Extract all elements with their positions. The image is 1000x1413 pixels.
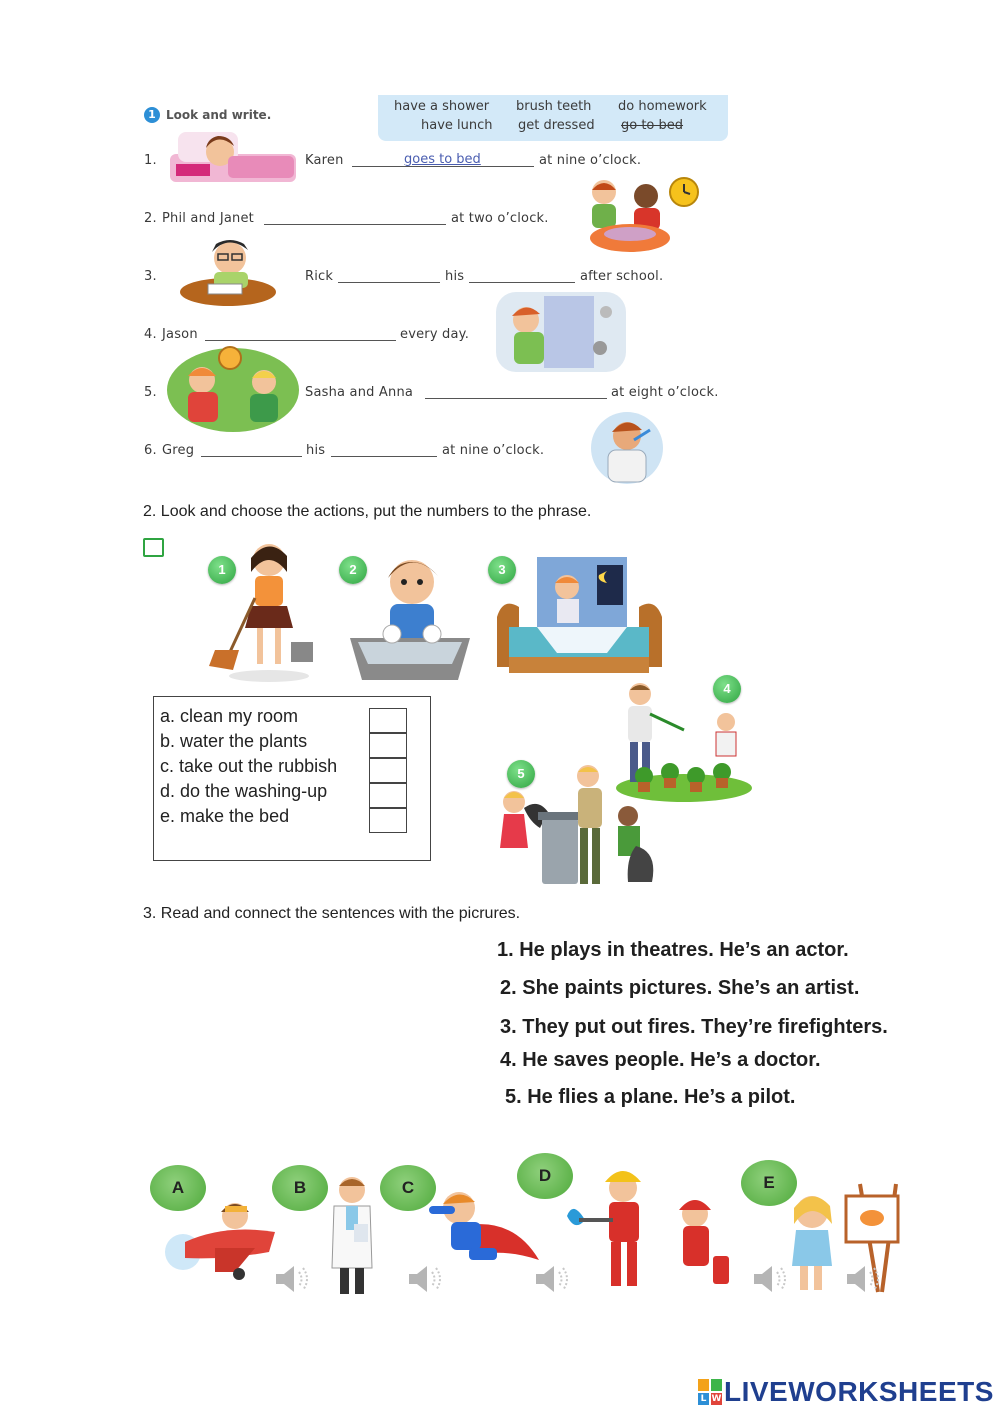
- letter-badge-a[interactable]: A: [150, 1165, 206, 1211]
- brushing-teeth-picture: [590, 410, 664, 486]
- ex1-subject: Rick: [305, 269, 334, 284]
- word-bank-item: do homework: [618, 99, 707, 114]
- speaker-icon[interactable]: [272, 1262, 314, 1296]
- sentence-1[interactable]: 1. He plays in theatres. He’s an actor.: [497, 939, 849, 961]
- phrase-item: b. water the plants: [160, 731, 308, 751]
- exercise2-title: 2. Look and choose the actions, put the numbers to the phrase.: [143, 503, 592, 520]
- sentence-3[interactable]: 3. They put out fires. They’re firefighters.: [500, 1016, 888, 1038]
- speaker-icon[interactable]: [843, 1262, 885, 1296]
- letter-badge-e[interactable]: E: [741, 1160, 797, 1206]
- speaker-icon[interactable]: [750, 1262, 792, 1296]
- ex1-subject: Greg: [162, 443, 195, 458]
- phrase-item: e. make the bed: [160, 806, 290, 826]
- ex1-item-number: 6.: [144, 443, 157, 458]
- ex1-subject: Jason: [162, 327, 198, 342]
- ex1-item-number: 4.: [144, 327, 157, 342]
- answer-box-e[interactable]: [369, 808, 407, 833]
- sleeping-girl-picture: [168, 126, 298, 184]
- answer-box-a[interactable]: [369, 708, 407, 733]
- picture-number-badge: 3: [488, 556, 516, 584]
- liveworksheets-logo-icon: [698, 1379, 722, 1405]
- exercise3-title: 3. Read and connect the sentences with the picrures.: [143, 905, 521, 922]
- picture-number-badge: 1: [208, 556, 236, 584]
- ex1-answer-text: goes to bed: [404, 152, 481, 167]
- lunch-picture: [584, 176, 704, 258]
- logo-letter: W: [711, 1394, 722, 1404]
- ex1-answer-field-5[interactable]: [425, 385, 607, 399]
- answer-box-b[interactable]: [369, 733, 407, 758]
- ex1-answer-field-3b[interactable]: [469, 269, 575, 283]
- ex1-item-number: 1.: [144, 153, 157, 168]
- ex1-tail: at two o’clock.: [451, 211, 549, 226]
- word-bank: [378, 95, 728, 141]
- answer-box-c[interactable]: [369, 758, 407, 783]
- ex1-tail: after school.: [580, 269, 664, 284]
- letter-badge-c[interactable]: C: [380, 1165, 436, 1211]
- ex1-item-number: 3.: [144, 269, 157, 284]
- letter-badge-d[interactable]: D: [517, 1153, 573, 1199]
- ex1-answer-field-2[interactable]: [264, 211, 446, 225]
- exercise-marker-icon: [143, 538, 164, 557]
- ex1-answer-field-3a[interactable]: [338, 269, 440, 283]
- firefighters-picture: [563, 1160, 743, 1292]
- word-bank-item: have lunch: [421, 118, 493, 133]
- sentence-5[interactable]: 5. He flies a plane. He’s a pilot.: [505, 1086, 796, 1108]
- ex1-answer-field-6a[interactable]: [201, 443, 302, 457]
- ex1-answer-field-6b[interactable]: [331, 443, 437, 457]
- word-bank-item-used: go to bed: [621, 118, 684, 133]
- ex1-tail: at nine o’clock.: [539, 153, 642, 168]
- liveworksheets-brand[interactable]: LIVEWORKSHEETS: [724, 1376, 994, 1407]
- exercise1-title: Look and write.: [166, 108, 272, 122]
- sentence-4[interactable]: 4. He saves people. He’s a doctor.: [500, 1049, 821, 1071]
- answer-box-d[interactable]: [369, 783, 407, 808]
- shower-picture: [496, 292, 626, 372]
- ex1-tail: at eight o’clock.: [611, 385, 719, 400]
- phrase-item: c. take out the rubbish: [160, 756, 338, 776]
- ex1-mid: his: [306, 443, 326, 458]
- picture-number-badge: 2: [339, 556, 367, 584]
- doctor-picture: [326, 1172, 378, 1296]
- exercise1-number-badge: 1: [144, 107, 160, 123]
- bedroom-picture: [497, 557, 662, 683]
- speaker-icon[interactable]: [532, 1262, 574, 1296]
- ex1-mid: his: [445, 269, 465, 284]
- pilot-picture: [165, 1188, 281, 1284]
- homework-boy-picture: [178, 236, 278, 308]
- logo-letter: L: [698, 1393, 709, 1405]
- speaker-icon[interactable]: [405, 1262, 447, 1296]
- ex1-item-number: 2.: [144, 211, 157, 226]
- ex1-item-number: 5.: [144, 385, 157, 400]
- phrase-box: [153, 696, 431, 861]
- getting-dressed-picture: [166, 346, 300, 432]
- ex1-subject: Karen: [305, 153, 344, 168]
- phrase-item: a. clean my room: [160, 706, 299, 726]
- ex1-subject: Sasha and Anna: [305, 385, 414, 400]
- word-bank-item: brush teeth: [516, 99, 592, 114]
- phrase-item: d. do the washing-up: [160, 781, 328, 801]
- ex1-tail: every day.: [400, 327, 470, 342]
- ex1-answer-field-4[interactable]: [205, 327, 396, 341]
- word-bank-item: have a shower: [394, 99, 490, 114]
- picture-number-badge: 4: [713, 675, 741, 703]
- picture-number-badge: 5: [507, 760, 535, 788]
- sentence-2[interactable]: 2. She paints pictures. She’s an artist.: [500, 977, 860, 999]
- ex1-subject: Phil and Janet: [162, 211, 254, 226]
- word-bank-item: get dressed: [518, 118, 595, 133]
- ex1-tail: at nine o’clock.: [442, 443, 545, 458]
- letter-badge-b[interactable]: B: [272, 1165, 328, 1211]
